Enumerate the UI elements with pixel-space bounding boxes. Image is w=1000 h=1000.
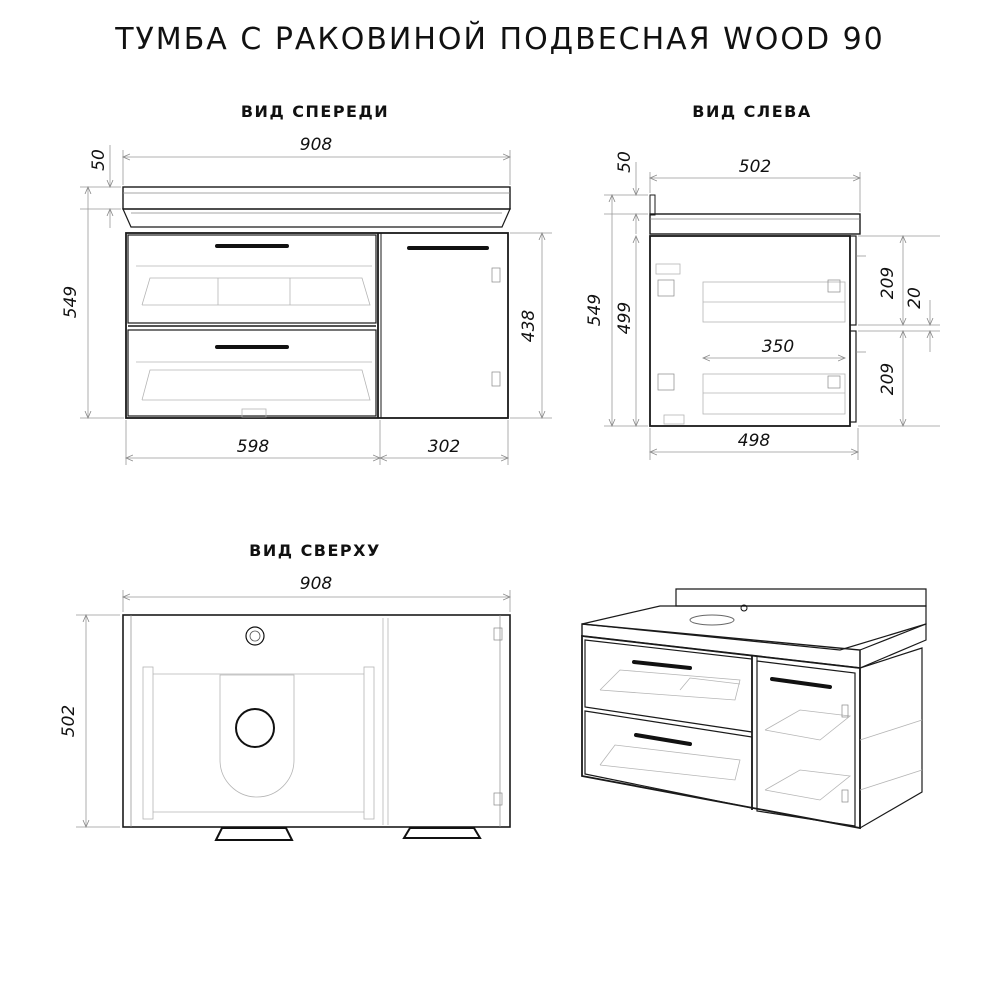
left-view-label: ВИД СЛЕВА [692, 102, 812, 121]
dim-body-depth: 498 [737, 431, 771, 451]
drawer-handle-icon [216, 828, 292, 840]
isometric-view [582, 589, 926, 828]
dim-height: 549 [585, 293, 605, 327]
door-handle-icon [404, 828, 480, 838]
left-view [585, 151, 940, 460]
dim-drawer-2: 209 [878, 362, 898, 396]
dim-width: 908 [299, 135, 333, 155]
dim-left-width: 598 [236, 437, 270, 457]
drawer-handle-icon [215, 244, 289, 248]
faucet-hole-icon [246, 627, 264, 645]
dim-top: 50 [615, 151, 635, 173]
drawer-handle-icon [215, 345, 289, 349]
door-handle-icon [407, 246, 489, 250]
drawer-handle-icon [636, 735, 690, 744]
dim-door-height: 438 [519, 309, 539, 343]
dim-depth: 502 [59, 704, 79, 738]
dim-top: 50 [89, 149, 109, 171]
door-handle-icon [772, 679, 830, 687]
dim-right-width: 302 [427, 437, 461, 457]
top-view [59, 574, 510, 840]
dim-width: 908 [299, 574, 333, 594]
dim-height: 549 [61, 285, 81, 319]
dim-drawer-1: 209 [878, 266, 898, 300]
page-title: ТУМБА С РАКОВИНОЙ ПОДВЕСНАЯ WOOD 90 [115, 22, 885, 57]
dim-gap: 20 [905, 287, 925, 309]
front-view [61, 135, 552, 465]
dim-body-height: 499 [615, 301, 635, 335]
dim-depth: 502 [738, 157, 772, 177]
top-view-label: ВИД СВЕРХУ [249, 541, 381, 560]
drawer-handle-icon [634, 662, 690, 668]
dim-inner-depth: 350 [761, 337, 795, 357]
front-view-label: ВИД СПЕРЕДИ [240, 102, 390, 121]
